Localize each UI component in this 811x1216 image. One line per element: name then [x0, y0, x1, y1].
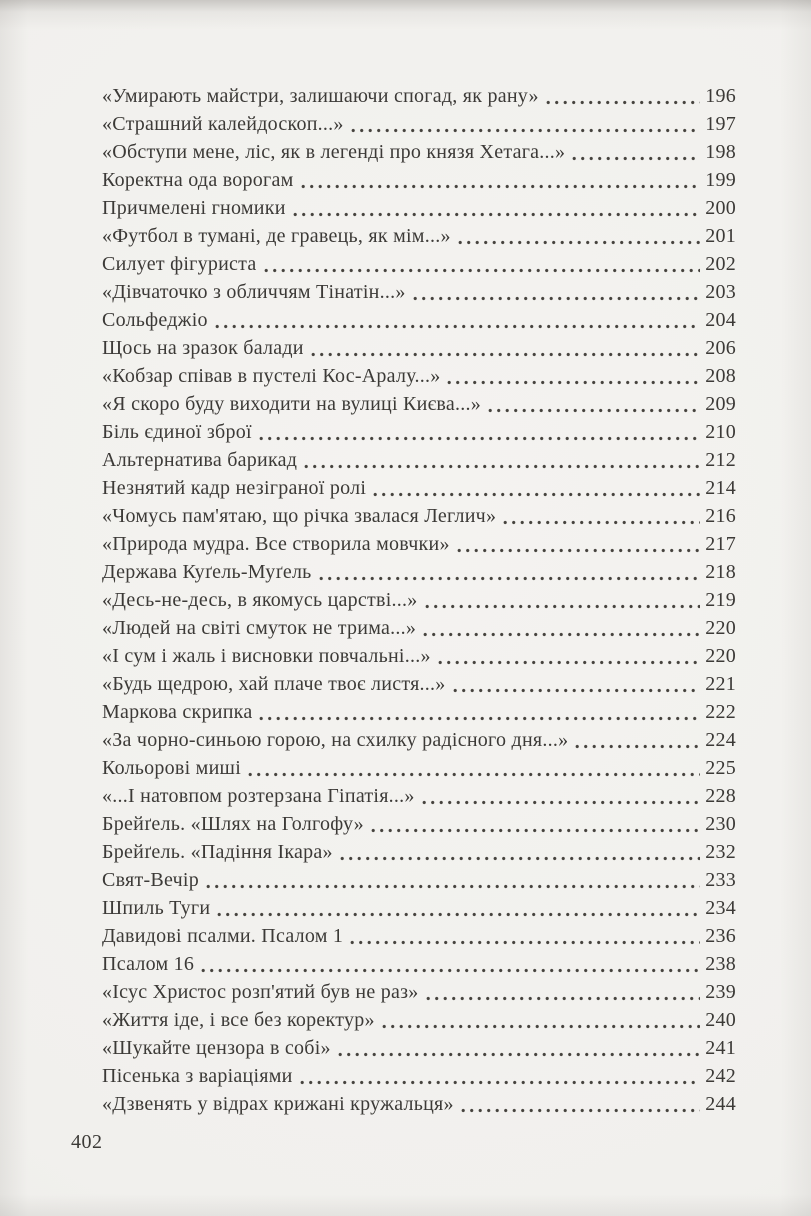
toc-entry-title: Біль єдиної зброї	[102, 421, 252, 443]
toc-list	[102, 82, 736, 1118]
toc-entry-title: «Людей на світі смуток не трима...»	[102, 617, 417, 639]
dot-leader	[422, 800, 701, 805]
toc-entry-page: 218	[705, 561, 736, 583]
toc-entry-title: «Дівчаточко з обличчям Тінатін...»	[102, 281, 406, 303]
toc-entry-title: «Кобзар співав в пустелі Кос-Аралу...»	[102, 365, 441, 387]
toc-entry	[102, 558, 736, 586]
toc-entry-page: 198	[705, 141, 736, 163]
toc-entry-title: «За чорно-синьою горою, на схилку радісного дня...»	[102, 729, 569, 751]
toc-entry-page: 238	[705, 953, 736, 975]
dot-leader	[488, 408, 700, 413]
toc-entry-page: 197	[705, 113, 736, 135]
toc-entry-page: 196	[705, 85, 736, 107]
toc-entry-page: 232	[705, 841, 736, 863]
toc-entry	[102, 838, 736, 866]
toc-entry-title: «...І натовпом розтерзана Гіпатія...»	[102, 785, 415, 807]
toc-entry-page: 242	[705, 1065, 736, 1087]
toc-entry-page: 217	[705, 533, 736, 555]
toc-entry-title: Пісенька з варіаціями	[102, 1065, 293, 1087]
dot-leader	[457, 548, 701, 553]
toc-entry-title: «Умирають майстри, залишаючи спогад, як рану»	[102, 85, 539, 107]
toc-entry	[102, 194, 736, 222]
dot-leader	[301, 184, 701, 189]
toc-entry-title: «Страшний калейдоскоп...»	[102, 113, 344, 135]
dot-leader	[350, 940, 700, 945]
toc-entry	[102, 866, 736, 894]
dot-leader	[338, 1052, 700, 1057]
dot-leader	[382, 1024, 701, 1029]
toc-entry-title: Щось на зразок балади	[102, 337, 304, 359]
toc-entry	[102, 110, 736, 138]
toc-entry	[102, 810, 736, 838]
toc-entry-title: «Футбол в тумані, де гравець, як мім...»	[102, 225, 451, 247]
dot-leader	[311, 352, 701, 357]
toc-entry-title: «І сум і жаль і висновки повчальні...»	[102, 645, 431, 667]
toc-entry-page: 206	[705, 337, 736, 359]
toc-entry-title: «Чомусь пам'ятаю, що річка звалася Леглич»	[102, 505, 497, 527]
dot-leader	[217, 912, 700, 917]
dot-leader	[425, 604, 701, 609]
dot-leader	[371, 828, 700, 833]
toc-entry-title: Коректна ода ворогам	[102, 169, 294, 191]
toc-entry-title: Свят-Вечір	[102, 869, 199, 891]
toc-entry-title: «Я скоро буду виходити на вулиці Києва...»	[102, 393, 481, 415]
toc-entry-title: Кольорові миші	[102, 757, 241, 779]
toc-entry	[102, 1006, 736, 1034]
toc-entry-page: 234	[705, 897, 736, 919]
toc-entry-title: Давидові псалми. Псалом 1	[102, 925, 344, 947]
toc-entry-title: «Природа мудра. Все створила мовчки»	[102, 533, 450, 555]
toc-entry-title: «Дзвенять у відрах крижані кружальця»	[102, 1093, 454, 1115]
toc-entry-page: 210	[705, 421, 736, 443]
toc-entry-page: 233	[705, 869, 736, 891]
toc-entry	[102, 166, 736, 194]
toc-entry	[102, 334, 736, 362]
dot-leader	[413, 296, 701, 301]
toc-entry-title: «Шукайте цензора в собі»	[102, 1037, 331, 1059]
toc-entry-page: 209	[705, 393, 736, 415]
toc-entry	[102, 586, 736, 614]
dot-leader	[438, 660, 701, 665]
toc-entry-page: 241	[705, 1037, 736, 1059]
toc-entry-title: Держава Куґель-Муґель	[102, 561, 312, 583]
toc-entry-page: 204	[705, 309, 736, 331]
dot-leader	[201, 968, 700, 973]
dot-leader	[340, 856, 700, 861]
toc-entry	[102, 474, 736, 502]
dot-leader	[264, 268, 701, 273]
toc-entry	[102, 138, 736, 166]
toc-entry-title: Причмелені гномики	[102, 197, 286, 219]
toc-entry	[102, 950, 736, 978]
toc-entry-title: «Десь-не-десь, в якомусь царстві...»	[102, 589, 418, 611]
toc-entry-title: Силует фігуриста	[102, 253, 257, 275]
dot-leader	[259, 716, 700, 721]
dot-leader	[423, 632, 700, 637]
toc-entry	[102, 250, 736, 278]
toc-entry	[102, 1034, 736, 1062]
toc-entry	[102, 754, 736, 782]
toc-entry	[102, 1062, 736, 1090]
toc-entry	[102, 1090, 736, 1118]
toc-entry-page: 201	[705, 225, 736, 247]
toc-entry-title: Псалом 16	[102, 953, 195, 975]
toc-entry-page: 220	[705, 617, 736, 639]
toc-entry	[102, 922, 736, 950]
toc-entry-page: 228	[705, 785, 736, 807]
toc-entry-page: 208	[705, 365, 736, 387]
toc-entry	[102, 390, 736, 418]
toc-entry-page: 225	[705, 757, 736, 779]
dot-leader	[259, 436, 701, 441]
toc-entry-title: Брейґель. «Падіння Ікара»	[102, 841, 333, 863]
toc-entry-page: 212	[705, 449, 736, 471]
dot-leader	[458, 240, 701, 245]
dot-leader	[304, 464, 700, 469]
toc-entry-page: 216	[705, 505, 736, 527]
toc-entry	[102, 418, 736, 446]
toc-entry-title: Сольфеджіо	[102, 309, 208, 331]
toc-entry	[102, 782, 736, 810]
toc-entry	[102, 278, 736, 306]
toc-entry	[102, 726, 736, 754]
toc-entry-title: Незнятий кадр незіграної ролі	[102, 477, 367, 499]
toc-entry	[102, 894, 736, 922]
toc-entry	[102, 642, 736, 670]
dot-leader	[248, 772, 700, 777]
dot-leader	[503, 520, 700, 525]
toc-entry-title: Маркова скрипка	[102, 701, 253, 723]
toc-entry	[102, 362, 736, 390]
toc-entry-page: 222	[705, 701, 736, 723]
toc-entry-page: 200	[705, 197, 736, 219]
toc-entry	[102, 306, 736, 334]
toc-entry-title: «Ісус Христос розп'ятий був не раз»	[102, 981, 419, 1003]
toc-entry-page: 199	[705, 169, 736, 191]
toc-entry	[102, 446, 736, 474]
dot-leader	[461, 1108, 701, 1113]
toc-entry-page: 202	[705, 253, 736, 275]
toc-entry	[102, 82, 736, 110]
toc-entry	[102, 222, 736, 250]
toc-entry	[102, 502, 736, 530]
toc-entry	[102, 698, 736, 726]
toc-entry	[102, 614, 736, 642]
dot-leader	[351, 128, 701, 133]
toc-entry-title: «Обступи мене, ліс, як в легенді про князя Хетага...»	[102, 141, 566, 163]
dot-leader	[319, 576, 701, 581]
dot-leader	[453, 688, 701, 693]
toc-entry	[102, 530, 736, 558]
dot-leader	[546, 100, 700, 105]
toc-entry-page: 244	[705, 1093, 736, 1115]
dot-leader	[206, 884, 700, 889]
toc-entry-title: «Життя іде, і все без коректур»	[102, 1009, 375, 1031]
toc-entry	[102, 978, 736, 1006]
dot-leader	[215, 324, 700, 329]
dot-leader	[575, 744, 700, 749]
toc-entry-page: 221	[705, 673, 736, 695]
toc-entry-page: 219	[705, 589, 736, 611]
toc-entry-page: 240	[705, 1009, 736, 1031]
dot-leader	[572, 156, 700, 161]
toc-entry-page: 214	[705, 477, 736, 499]
toc-entry	[102, 670, 736, 698]
dot-leader	[373, 492, 700, 497]
dot-leader	[300, 1080, 701, 1085]
toc-entry-title: Шпиль Туги	[102, 897, 211, 919]
toc-entry-page: 220	[705, 645, 736, 667]
toc-entry-page: 236	[705, 925, 736, 947]
toc-entry-title: Альтернатива барикад	[102, 449, 298, 471]
toc-entry-page: 239	[705, 981, 736, 1003]
page-number-footer: 402	[71, 1131, 103, 1153]
toc-entry-page: 203	[705, 281, 736, 303]
toc-entry-page: 224	[705, 729, 736, 751]
table-of-contents	[102, 82, 736, 1118]
toc-entry-title: Брейґель. «Шлях на Голгофу»	[102, 813, 364, 835]
dot-leader	[426, 996, 701, 1001]
dot-leader	[293, 212, 701, 217]
dot-leader	[447, 380, 700, 385]
toc-entry-page: 230	[705, 813, 736, 835]
toc-entry-title: «Будь щедрою, хай плаче твоє листя...»	[102, 673, 446, 695]
